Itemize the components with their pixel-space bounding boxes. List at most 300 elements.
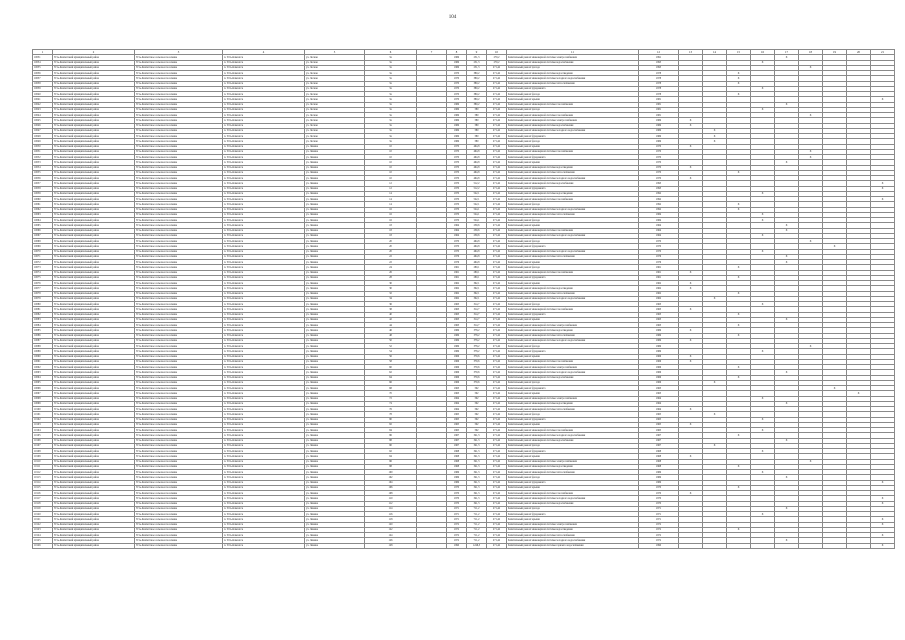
table-cell-col-5: ул. Ленина [305, 323, 365, 328]
table-cell-col-3: Усть-Камчатское сельское поселение [135, 218, 223, 223]
table-cell-col-10: 271,42 [487, 328, 507, 333]
table-cell-col-1: 10121 [33, 517, 53, 522]
table-cell-col-11: Капитальный ремонт инженерной системы электроснабжения [507, 118, 639, 123]
table-cell-col-10: 271,42 [487, 317, 507, 322]
table-cell-col-11: Капитальный ремонт инженерной системы водоснабжения [507, 375, 639, 380]
table-cell-col-6: 16 [365, 212, 417, 217]
table-cell-col-11: Капитальный ремонт крыши [507, 517, 639, 522]
table-cell-col-5: ул. Лесная [305, 65, 365, 70]
table-cell-col-8: 1969 [447, 344, 467, 349]
table-cell-col-12: 1976 [639, 260, 679, 265]
table-cell-col-4: п. Усть-Камчатск [223, 354, 305, 359]
table-cell-col-9: 341,3 [467, 443, 487, 448]
table-cell-col-9: 380,2 [467, 76, 487, 81]
table-cell-col-5: ул. Ленина [305, 197, 365, 202]
table-cell-col-14: X [703, 134, 727, 139]
table-cell-col-11: Капитальный ремонт инженерной системы холодного водоснабжения [507, 233, 639, 238]
table-cell-col-8: 1970 [447, 92, 467, 97]
table-cell-col-12: 1967 [639, 443, 679, 448]
table-cell-col-4: п. Усть-Камчатск [223, 512, 305, 517]
table-cell-col-8: 1970 [447, 165, 467, 170]
table-cell-col-9: 239,6 [467, 228, 487, 233]
column-header-2: 2 [53, 50, 135, 55]
table-cell-col-2: Усть-Камчатский муниципальный район [53, 412, 135, 417]
table-cell-col-3: Усть-Камчатское сельское поселение [135, 102, 223, 107]
table-cell-col-3: Усть-Камчатское сельское поселение [135, 270, 223, 275]
table-cell-col-11: Капитальный ремонт фасада [507, 475, 639, 480]
table-cell-col-9: 380 [467, 107, 487, 112]
table-cell-col-4: п. Усть-Камчатск [223, 517, 305, 522]
table-cell-col-9: 341,3 [467, 470, 487, 475]
table-cell-col-4: п. Усть-Камчатск [223, 391, 305, 396]
table-cell-col-2: Усть-Камчатский муниципальный район [53, 228, 135, 233]
table-cell-col-17: X [775, 223, 799, 228]
table-cell-col-6: 100 [365, 470, 417, 475]
table-cell-col-1: 10047 [33, 128, 53, 133]
table-cell-col-1: 10104 [33, 428, 53, 433]
table-cell-col-12: 1984 [639, 212, 679, 217]
table-cell-col-8: 1969 [447, 475, 467, 480]
table-cell-col-1: 10036 [33, 71, 53, 76]
table-cell-col-10: 271,42 [487, 160, 507, 165]
table-cell-col-3: Усть-Камчатское сельское поселение [135, 538, 223, 543]
table-cell-col-5: ул. Ленина [305, 296, 365, 301]
table-cell-col-8: 1970 [447, 212, 467, 217]
table-cell-col-1: 10086 [33, 333, 53, 338]
table-cell-col-8: 1969 [447, 65, 467, 70]
table-cell-col-11: Капитальный ремонт крыши [507, 97, 639, 102]
table-cell-col-3: Усть-Камчатское сельское поселение [135, 454, 223, 459]
table-cell-col-8: 1967 [447, 438, 467, 443]
table-cell-col-8: 1970 [447, 218, 467, 223]
table-cell-col-11: Капитальный ремонт инженерной системы водоотведения [507, 527, 639, 532]
table-cell-col-12: 1970 [639, 155, 679, 160]
table-cell-col-4: п. Усть-Камчатск [223, 307, 305, 312]
table-cell-col-12: 1978 [639, 92, 679, 97]
table-cell-col-6: 3а [365, 97, 417, 102]
table-cell-col-1: 10103 [33, 422, 53, 427]
table-cell-col-1: 10059 [33, 191, 53, 196]
table-cell-col-12: 1961 [639, 275, 679, 280]
table-cell-col-4: п. Усть-Камчатск [223, 86, 305, 91]
table-cell-col-4: п. Усть-Камчатск [223, 270, 305, 275]
table-cell-col-6: 3а [365, 71, 417, 76]
table-cell-col-9: 380,2 [467, 71, 487, 76]
table-cell-col-1: 10118 [33, 501, 53, 506]
table-cell-col-15: X [727, 485, 751, 490]
table-cell-col-9: 494,8 [467, 254, 487, 259]
table-cell-col-3: Усть-Камчатское сельское поселение [135, 312, 223, 317]
table-cell-col-11: Капитальный ремонт крыши [507, 354, 639, 359]
table-cell-col-5: ул. Ленина [305, 265, 365, 270]
table-cell-col-1: 10078 [33, 291, 53, 296]
table-cell-col-4: п. Усть-Камчатск [223, 170, 305, 175]
table-cell-col-5: ул. Ленина [305, 207, 365, 212]
table-cell-col-5: ул. Ленина [305, 485, 365, 490]
table-cell-col-12: 1969 [639, 475, 679, 480]
table-cell-col-3: Усть-Камчатское сельское поселение [135, 512, 223, 517]
table-cell-col-5: ул. Ленина [305, 291, 365, 296]
table-cell-col-9: 380,2 [467, 102, 487, 107]
table-cell-col-12: 1971 [639, 517, 679, 522]
table-cell-col-6: 56 [365, 354, 417, 359]
table-cell-col-3: Усть-Камчатское сельское поселение [135, 501, 223, 506]
table-cell-col-9: 341,3 [467, 454, 487, 459]
table-cell-col-3: Усть-Камчатское сельское поселение [135, 65, 223, 70]
table-cell-col-6: 54 [365, 349, 417, 354]
table-cell-col-9: 314,7 [467, 307, 487, 312]
table-cell-col-3: Усть-Камчатское сельское поселение [135, 71, 223, 76]
table-cell-col-12: 1981 [639, 97, 679, 102]
table-cell-col-9: 379,6 [467, 365, 487, 370]
table-cell-col-5: ул. Лесная [305, 134, 365, 139]
table-cell-col-19: X [823, 244, 847, 249]
table-cell-col-5: ул. Ленина [305, 181, 365, 186]
table-cell-col-8: 1970 [447, 207, 467, 212]
table-cell-col-1: 10115 [33, 485, 53, 490]
table-cell-col-3: Усть-Камчатское сельское поселение [135, 76, 223, 81]
table-cell-col-15: X [727, 365, 751, 370]
table-cell-col-5: ул. Ленина [305, 244, 365, 249]
table-cell-col-12: 1990 [639, 543, 679, 548]
table-cell-col-1: 10051 [33, 149, 53, 154]
table-cell-col-11: Капитальный ремонт инженерной системы холодного водоснабжения [507, 538, 639, 543]
table-cell-col-10: 271,42 [487, 417, 507, 422]
table-cell-col-12: 1992 [639, 202, 679, 207]
table-cell-col-8: 1968 [447, 464, 467, 469]
table-cell-col-2: Усть-Камчатский муниципальный район [53, 359, 135, 364]
table-cell-col-3: Усть-Камчатское сельское поселение [135, 244, 223, 249]
table-cell-col-3: Усть-Камчатское сельское поселение [135, 496, 223, 501]
table-cell-col-10: 271,42 [487, 291, 507, 296]
table-cell-col-10: 271,42 [487, 286, 507, 291]
table-cell-col-8: 1969 [447, 349, 467, 354]
table-cell-col-11: Капитальный ремонт фундамента [507, 349, 639, 354]
table-cell-col-6: 126 [365, 538, 417, 543]
column-header-9: 9 [467, 50, 487, 55]
table-cell-col-8: 1966 [447, 354, 467, 359]
table-cell-col-5: ул. Ленина [305, 449, 365, 454]
table-cell-col-8: 1964 [447, 396, 467, 401]
table-cell-col-5: ул. Лесная [305, 139, 365, 144]
table-cell-col-9: 341,3 [467, 480, 487, 485]
table-cell-col-5: ул. Ленина [305, 176, 365, 181]
table-cell-col-8: 1964 [447, 223, 467, 228]
table-cell-col-10: 271,42 [487, 538, 507, 543]
table-cell-col-1: 10091 [33, 359, 53, 364]
table-cell-col-2: Усть-Камчатский муниципальный район [53, 239, 135, 244]
table-cell-col-10: 271,42 [487, 428, 507, 433]
table-cell-col-10: 271,42 [487, 191, 507, 196]
table-cell-col-8: 1962 [447, 291, 467, 296]
table-cell-col-2: Усть-Камчатский муниципальный район [53, 538, 135, 543]
table-cell-col-1: 10124 [33, 533, 53, 538]
table-cell-col-9: 379,6 [467, 354, 487, 359]
table-cell-col-5: ул. Лесная [305, 107, 365, 112]
table-cell-col-4: п. Усть-Камчатск [223, 191, 305, 196]
table-cell-col-4: п. Усть-Камчатск [223, 233, 305, 238]
table-cell-col-5: ул. Ленина [305, 239, 365, 244]
table-cell-col-3: Усть-Камчатское сельское поселение [135, 302, 223, 307]
table-cell-col-11: Капитальный ремонт инженерной системы холодного водоснабжения [507, 496, 639, 501]
table-cell-col-12: 1969 [639, 470, 679, 475]
table-cell-col-12: 1962 [639, 296, 679, 301]
table-cell-col-10: 271,42 [487, 265, 507, 270]
table-cell-col-11: Капитальный ремонт фундамента [507, 155, 639, 160]
table-cell-col-1: 10082 [33, 312, 53, 317]
table-cell-col-10: 271,42 [487, 391, 507, 396]
table-cell-col-13: X [679, 407, 703, 412]
table-cell-col-2: Усть-Камчатский муниципальный район [53, 92, 135, 97]
table-cell-col-16: X [751, 218, 775, 223]
table-cell-col-11: Капитальный ремонт инженерной системы водоснабжения [507, 60, 639, 65]
table-cell-col-7 [417, 543, 447, 548]
table-cell-col-10: 271,42 [487, 207, 507, 212]
table-cell-col-2: Усть-Камчатский муниципальный район [53, 149, 135, 154]
table-cell-col-1: 10113 [33, 475, 53, 480]
table-cell-col-4: п. Усть-Камчатск [223, 370, 305, 375]
table-cell-col-11: Капитальный ремонт крыши [507, 422, 639, 427]
table-cell-col-9: 711,2 [467, 538, 487, 543]
column-header-1: 1 [33, 50, 53, 55]
table-cell-col-10: 271,42 [487, 223, 507, 228]
table-cell-col-13: X [679, 286, 703, 291]
table-cell-col-2: Усть-Камчатский муниципальный район [53, 407, 135, 412]
table-cell-col-10: 271,42 [487, 307, 507, 312]
table-cell-col-2: Усть-Камчатский муниципальный район [53, 186, 135, 191]
table-cell-col-6: 112 [365, 501, 417, 506]
table-cell-col-12: 1970 [639, 239, 679, 244]
table-cell-col-12: 1965 [639, 428, 679, 433]
table-cell-col-9: 280,1 [467, 265, 487, 270]
table-cell-col-10: 271,42 [487, 359, 507, 364]
table-cell-col-13: X [679, 328, 703, 333]
table-cell-col-5: ул. Ленина [305, 270, 365, 275]
table-cell-col-4: п. Усть-Камчатск [223, 422, 305, 427]
table-cell-col-4: п. Усть-Камчатск [223, 438, 305, 443]
table-cell-col-5: ул. Ленина [305, 391, 365, 396]
table-cell-col-10: 271,42 [487, 270, 507, 275]
table-cell-col-12: 1981 [639, 102, 679, 107]
table-cell-col-12: 1969 [639, 118, 679, 123]
column-header-3: 3 [135, 50, 223, 55]
table-cell-col-4: п. Усть-Камчатск [223, 123, 305, 128]
table-cell-col-11: Капитальный ремонт фундамента [507, 86, 639, 91]
table-cell-col-10: 271,42 [487, 475, 507, 480]
table-cell-col-10: 271,42 [487, 65, 507, 70]
table-cell-col-4: п. Усть-Камчатск [223, 81, 305, 86]
table-cell-col-4: п. Усть-Камчатск [223, 71, 305, 76]
table-cell-col-6: 3а [365, 65, 417, 70]
table-cell-col-16: X [751, 470, 775, 475]
table-cell-col-10: 271,42 [487, 228, 507, 233]
table-cell-col-11: Капитальный ремонт инженерной системы теплоснабжения [507, 533, 639, 538]
table-cell-col-12: 1993 [639, 181, 679, 186]
table-cell-col-11: Капитальный ремонт инженерной системы газоснабжения [507, 491, 639, 496]
table-cell-col-1: 10075 [33, 275, 53, 280]
table-cell-col-4: п. Усть-Камчатск [223, 401, 305, 406]
table-cell-col-10: 271,42 [487, 202, 507, 207]
table-cell-col-13: X [679, 454, 703, 459]
table-cell-col-18: X [799, 344, 823, 349]
table-cell-col-10: 271,42 [487, 344, 507, 349]
table-cell-col-5: ул. Ленина [305, 160, 365, 165]
table-cell-col-9: 302 [467, 396, 487, 401]
table-cell-col-8: 1972 [447, 538, 467, 543]
table-cell-col-16: X [751, 302, 775, 307]
table-cell-col-12: 1966 [639, 354, 679, 359]
table-cell-col-11: Капитальный ремонт инженерной системы теплоснабжения [507, 170, 639, 175]
table-cell-col-5: ул. Ленина [305, 396, 365, 401]
table-cell-col-9: 378,2 [467, 349, 487, 354]
table-cell-col-9: 302 [467, 422, 487, 427]
table-cell-col-13: X [679, 491, 703, 496]
table-cell-col-10: 271,42 [487, 386, 507, 391]
table-cell-col-8: 1970 [447, 491, 467, 496]
table-cell-col-3: Усть-Камчатское сельское поселение [135, 417, 223, 422]
table-cell-col-1: 10083 [33, 317, 53, 322]
table-cell-col-8: 1970 [447, 144, 467, 149]
table-cell-col-3: Усть-Камчатское сельское поселение [135, 386, 223, 391]
table-cell-col-4: п. Усть-Камчатск [223, 396, 305, 401]
table-cell-col-6: 24 [365, 265, 417, 270]
table-cell-col-12: 1965 [639, 422, 679, 427]
table-cell-col-5: ул. Ленина [305, 428, 365, 433]
table-cell-col-3: Усть-Камчатское сельское поселение [135, 275, 223, 280]
table-cell-col-3: Усть-Камчатское сельское поселение [135, 181, 223, 186]
table-cell-col-17: X [775, 102, 799, 107]
table-cell-col-5: ул. Ленина [305, 155, 365, 160]
table-cell-col-1: 10067 [33, 233, 53, 238]
table-cell-col-3: Усть-Камчатское сельское поселение [135, 428, 223, 433]
table-cell-col-6: 22 [365, 260, 417, 265]
table-cell-col-13 [679, 543, 703, 548]
table-cell-col-1: 10085 [33, 328, 53, 333]
table-cell-col-6: 20 [365, 244, 417, 249]
table-cell-col-13: X [679, 118, 703, 123]
table-cell-col-4: п. Усть-Камчатск [223, 485, 305, 490]
table-cell-col-10: 271,42 [487, 254, 507, 259]
table-cell-col-4: п. Усть-Камчатск [223, 265, 305, 270]
table-cell-col-17: X [775, 228, 799, 233]
table-cell-col-6: 84 [365, 428, 417, 433]
table-cell-col-9: 302,1 [467, 281, 487, 286]
table-cell-col-15: X [727, 202, 751, 207]
table-cell-col-3: Усть-Камчатское сельское поселение [135, 517, 223, 522]
table-cell-col-3: Усть-Камчатское сельское поселение [135, 291, 223, 296]
table-cell-col-10: 271,42 [487, 123, 507, 128]
table-cell-col-3: Усть-Камчатское сельское поселение [135, 239, 223, 244]
table-cell-col-10: 271,42 [487, 375, 507, 380]
table-cell-col-12: 1969 [639, 338, 679, 343]
table-cell-col-10: 271,42 [487, 118, 507, 123]
table-cell-col-9: 341,3 [467, 464, 487, 469]
table-cell-col-1: 10077 [33, 286, 53, 291]
table-cell-col-1: 10125 [33, 538, 53, 543]
table-cell-col-2: Усть-Камчатский муниципальный район [53, 212, 135, 217]
table-cell-col-1: 10034 [33, 60, 53, 65]
table-cell-col-16 [751, 543, 775, 548]
table-cell-col-21: X [871, 517, 895, 522]
table-cell-col-3: Усть-Камчатское сельское поселение [135, 155, 223, 160]
table-cell-col-6: 10 [365, 144, 417, 149]
table-cell-col-5: ул. Ленина [305, 464, 365, 469]
table-cell-col-12: 1992 [639, 197, 679, 202]
table-cell-col-12: 1984 [639, 218, 679, 223]
table-cell-col-5: ул. Ленина [305, 254, 365, 259]
table-cell-col-10: 271,42 [487, 302, 507, 307]
table-cell-col-5: ул. Ленина [305, 338, 365, 343]
table-cell-col-3: Усть-Камчатское сельское поселение [135, 464, 223, 469]
table-cell-col-3: Усть-Камчатское сельское поселение [135, 422, 223, 427]
table-cell-col-1: 10110 [33, 459, 53, 464]
table-cell-col-2: Усть-Камчатский муниципальный район [53, 354, 135, 359]
table-cell-col-2: Усть-Камчатский муниципальный район [53, 475, 135, 480]
column-header-17: 17 [775, 50, 799, 55]
table-cell-col-11: Капитальный ремонт фундамента [507, 512, 639, 517]
table-cell-col-12: 1965 [639, 417, 679, 422]
table-cell-col-12: 1981 [639, 113, 679, 118]
table-cell-col-6: 3а [365, 118, 417, 123]
table-cell-col-9: 280,1 [467, 275, 487, 280]
table-cell-col-1: 10095 [33, 380, 53, 385]
table-cell-col-8: 1970 [447, 155, 467, 160]
table-cell-col-10: 271,42 [487, 522, 507, 527]
table-cell-col-6: 98 [365, 464, 417, 469]
table-cell-col-9: 380 [467, 123, 487, 128]
column-header-10: 10 [487, 50, 507, 55]
table-cell-col-12: 1964 [639, 223, 679, 228]
table-cell-col-8: 1972 [447, 527, 467, 532]
table-cell-col-4: п. Усть-Камчатск [223, 317, 305, 322]
table-cell-col-9: 711,2 [467, 506, 487, 511]
table-cell-col-11: Капитальный ремонт фасада [507, 302, 639, 307]
table-cell-col-6: 66 [365, 380, 417, 385]
table-cell-col-6: 14 [365, 202, 417, 207]
table-cell-col-2: Усть-Камчатский муниципальный район [53, 543, 135, 548]
table-cell-col-2: Усть-Камчатский муниципальный район [53, 181, 135, 186]
table-cell-col-5: ул. Ленина [305, 412, 365, 417]
table-cell-col-4: п. Усть-Камчатск [223, 328, 305, 333]
table-cell-col-1: 10044 [33, 113, 53, 118]
table-cell-col-8: 1970 [447, 170, 467, 175]
table-cell-col-11: Капитальный ремонт фасада [507, 218, 639, 223]
table-cell-col-11: Капитальный ремонт фундамента [507, 480, 639, 485]
table-cell-col-12: 1992 [639, 207, 679, 212]
table-cell-col-2: Усть-Камчатский муниципальный район [53, 527, 135, 532]
table-cell-col-4: п. Усть-Камчатск [223, 218, 305, 223]
table-cell-col-9: 239,6 [467, 233, 487, 238]
table-cell-col-13: X [679, 270, 703, 275]
table-cell-col-11: Капитальный ремонт инженерной системы холодного водоснабжения [507, 296, 639, 301]
table-cell-col-3: Усть-Камчатское сельское поселение [135, 338, 223, 343]
table-cell-col-5: ул. Ленина [305, 459, 365, 464]
table-cell-col-9: 251,3 [467, 65, 487, 70]
table-cell-col-2: Усть-Камчатский муниципальный район [53, 60, 135, 65]
table-cell-col-11: Капитальный ремонт фасада [507, 506, 639, 511]
table-cell-col-11: Капитальный ремонт инженерной системы газоснабжения [507, 228, 639, 233]
table-cell-col-9: 494,8 [467, 176, 487, 181]
table-cell-col-5: ул. Ленина [305, 512, 365, 517]
table-cell-col-2: Усть-Камчатский муниципальный район [53, 464, 135, 469]
table-cell-col-2: Усть-Камчатский муниципальный район [53, 55, 135, 60]
table-cell-col-6: 76 [365, 407, 417, 412]
table-cell-col-11: Капитальный ремонт инженерной системы теплоснабжения [507, 407, 639, 412]
table-cell-col-4: п. Усть-Камчатск [223, 134, 305, 139]
table-cell-col-5: ул. Лесная [305, 97, 365, 102]
table-cell-col-8: 1966 [447, 380, 467, 385]
table-cell-col-13: X [679, 281, 703, 286]
